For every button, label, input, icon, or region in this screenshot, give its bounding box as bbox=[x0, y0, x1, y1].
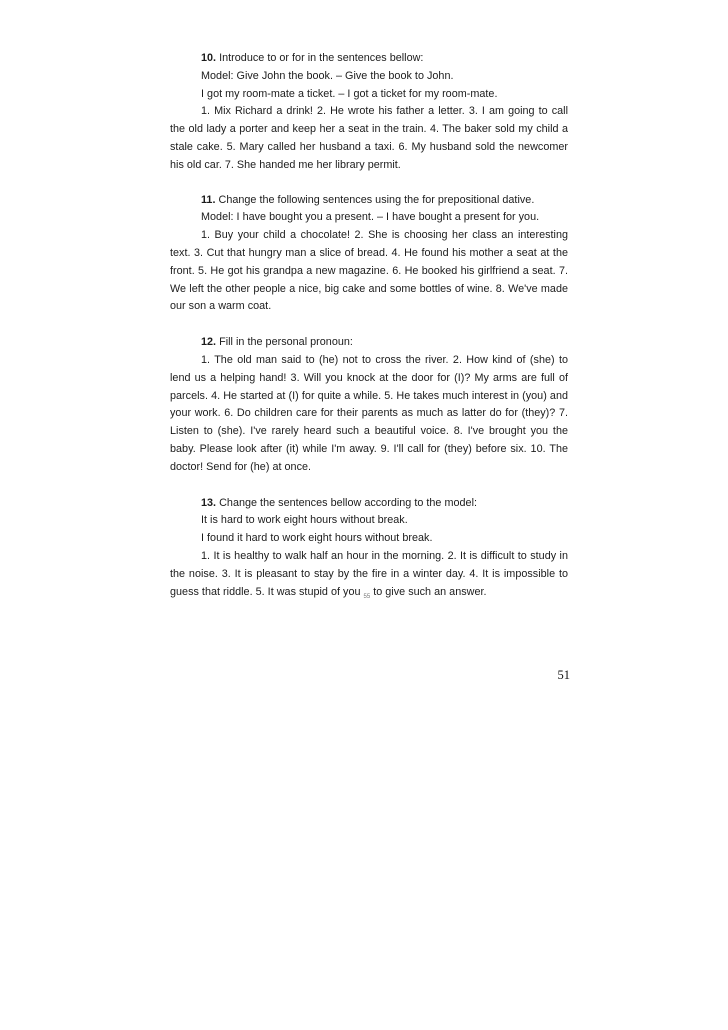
spacer bbox=[170, 477, 568, 495]
exercise-12-instruction: Fill in the personal pronoun: bbox=[216, 336, 353, 349]
exercise-11-sentences: 1. Buy your child a chocolate! 2. She is choosing her class an interesting text. 3. Cut that hungry man a slice of bread. 4. He found his mother a seat at the front. 5. He got his grandpa a new magazine. 6. He booked his girlfriend a seat. 7. We left the other people a nice, big cake and some bottles of wine. 8. We've made our son a warm coat. bbox=[170, 229, 568, 313]
page-number: 51 bbox=[557, 668, 570, 682]
exercise-10-model-2: I got my room-mate a ticket. – I got a ticket for my room-mate. bbox=[201, 87, 498, 100]
exercise-13-instruction: Change the sentences bellow according to the model: bbox=[216, 496, 478, 509]
spacer bbox=[170, 175, 568, 192]
exercise-12 bbox=[170, 334, 568, 476]
exercise-10-instruction: Introduce to or for in the sentences bellow: bbox=[216, 52, 424, 64]
exercise-10-number: 10. bbox=[201, 52, 217, 64]
exercise-13-sentences-part-2: to give such an answer. bbox=[370, 585, 487, 598]
exercise-11 bbox=[170, 192, 568, 317]
exercise-13-sentences bbox=[170, 548, 568, 606]
exercise-13-model-2: I found it hard to work eight hours without break. bbox=[201, 532, 433, 545]
scanned-text-block bbox=[170, 50, 568, 606]
exercise-10-model: Model: Give John the book. – Give the book to John. bbox=[201, 69, 454, 82]
exercise-10-sentences: 1. Mix Richard a drink! 2. He wrote his father a letter. 3. I am going to call the old lady a porter and keep her a seat in the train. 4. The baker sold my child a stale cake. 5. Mary called her husband a taxi. 6. My husband sold the newcomer his old car. 7. She handed me her library permit. bbox=[170, 105, 568, 171]
exercise-13-model: It is hard to work eight hours without break. bbox=[201, 514, 408, 527]
exercise-12-number: 12. bbox=[201, 336, 217, 349]
exercise-11-heading bbox=[170, 192, 568, 210]
spacer bbox=[170, 316, 568, 334]
exercise-12-sentences: 1. The old man said to (he) not to cross the river. 2. How kind of (she) to lend us a helping hand! 3. Will you knock at the door for (I)? My arms are full of parcels. 4. He started at (I) for quite a while. 5. He takes much interest in (you) and your work. 6. Do children care for their parents as much as latter do for (they)? 7. Listen to (she). I've rarely heard such a beautiful voice. 8. I've brought you the baby. Please look after (it) while I'm away. 9. I'll call for (they) before six. 10. The doctor! Send for (he) at once. bbox=[170, 353, 568, 473]
exercise-13 bbox=[170, 495, 568, 607]
exercise-10-heading bbox=[170, 50, 568, 68]
exercise-11-number: 11. bbox=[201, 193, 216, 206]
exercise-11-instruction: Change the following sentences using the for prepositional dative. bbox=[215, 193, 535, 206]
exercise-13-sentences-part-1: 1. It is healthy to walk half an hour in the morning. 2. It is difficult to study in the noise. 3. It is pleasant to stay by the fire in a winter day. 4. It is impossible to guess that riddle. 5. It was stupid of you bbox=[170, 549, 568, 598]
exercise-12-heading bbox=[170, 334, 568, 352]
exercise-13-number: 13. bbox=[201, 496, 217, 509]
exercise-11-model: Model: I have bought you a present. – I have bought a present for you. bbox=[201, 211, 540, 224]
faint-mark: 55 bbox=[363, 593, 371, 600]
exercise-13-heading bbox=[170, 495, 568, 513]
exercise-10 bbox=[170, 50, 568, 175]
